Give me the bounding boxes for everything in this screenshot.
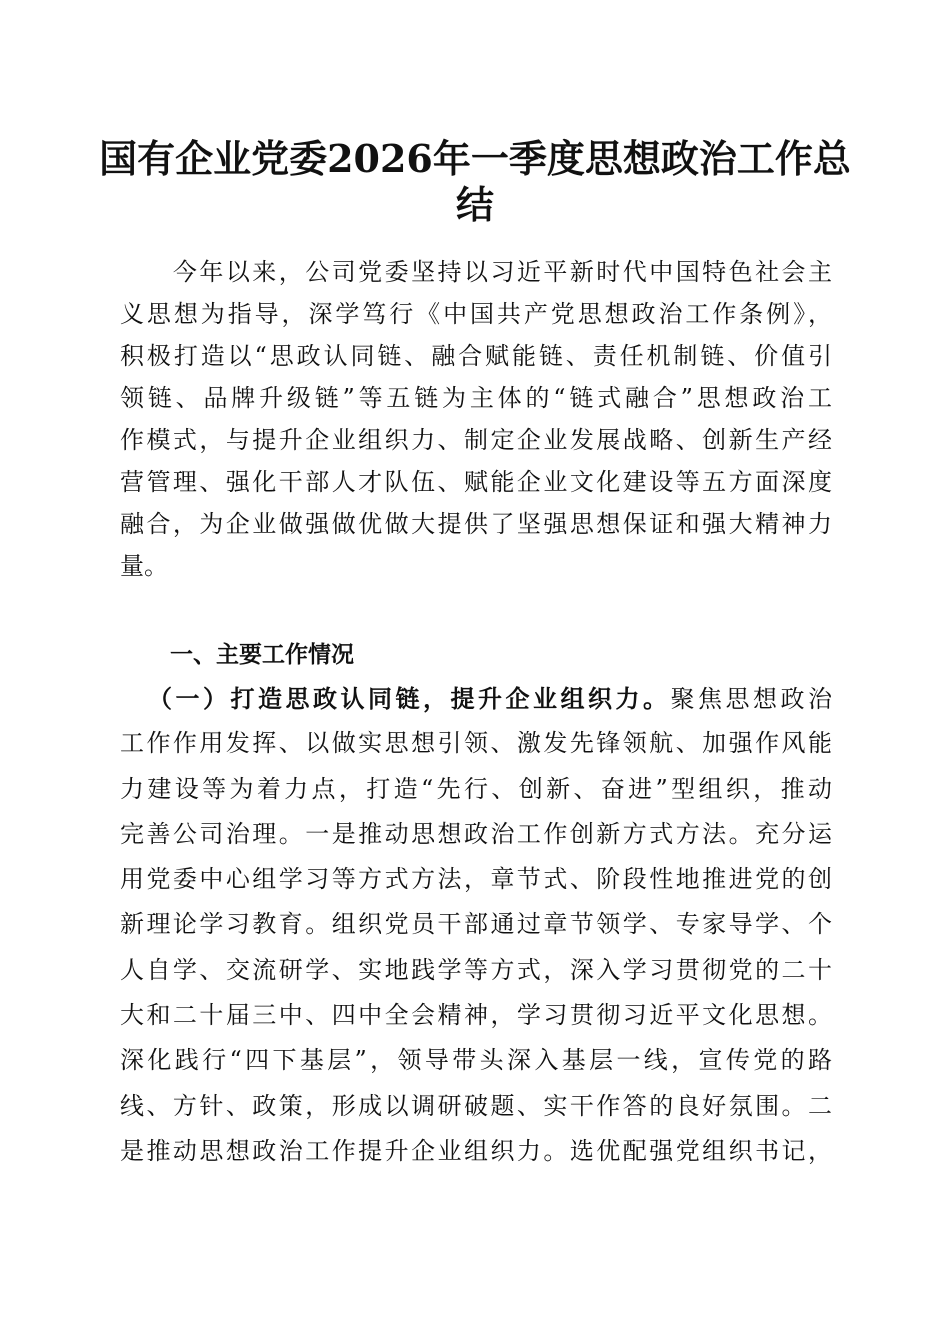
text-line	[120, 676, 832, 721]
text-line: 作模式，与提升企业组织力、制定企业发展战略、创新生产经	[120, 426, 832, 454]
text-line: 新理论学习教育。组织党员干部通过章节领学、专家导学、个	[120, 910, 832, 939]
text-line: 营管理、强化干部人才队伍、赋能企业文化建设等五方面深度	[120, 468, 832, 496]
text-line: 深化践行“四下基层”，领导带头深入基层一线，宣传党的路	[120, 1046, 832, 1075]
text-line: 线、方针、政策，形成以调研破题、实干作答的良好氛围。二	[120, 1091, 832, 1120]
text-line: 是推动思想政治工作提升企业组织力。选优配强党组织书记，	[120, 1136, 832, 1165]
text-line: 完善公司治理。一是推动思想政治工作创新方式方法。充分运	[120, 819, 832, 848]
text-line: 大和二十届三中、四中全会精神，学习贯彻习近平文化思想。	[120, 1001, 832, 1030]
text-line: 今年以来，公司党委坚持以习近平新时代中国特色社会主	[120, 258, 832, 286]
text-line: 人自学、交流研学、实地践学等方式，深入学习贯彻党的二十	[120, 955, 832, 984]
subsection-text: 聚焦思想政治	[670, 685, 832, 713]
document-title	[45, 136, 905, 228]
section-heading	[120, 634, 832, 676]
text-line: 义思想为指导，深学笃行《中国共产党思想政治工作条例》，	[120, 300, 832, 328]
text-line: 用党委中心组学习等方式方法，章节式、阶段性地推进党的创	[120, 865, 832, 894]
text-line: 积极打造以“思政认同链、融合赋能链、责任机制链、价值引	[120, 342, 832, 370]
text-line: 力建设等为着力点，打造“先行、创新、奋进”型组织，推动	[120, 774, 832, 803]
intro-paragraph	[120, 251, 832, 587]
subsection-title: （一）打造思政认同链，提升企业组织力。	[148, 684, 671, 713]
title-line: 国有企业党委2026年一季度思想政治工作总	[99, 136, 851, 181]
text-line: 领链、品牌升级链”等五链为主体的“链式融合”思想政治工	[120, 384, 832, 412]
text-line: 融合，为企业做强做优做大提供了坚强思想保证和强大精神力	[120, 510, 832, 538]
section-heading-text: 一、主要工作情况	[170, 642, 354, 668]
text-line: 量。	[120, 552, 168, 580]
title-line: 结	[455, 182, 494, 227]
text-line: 工作作用发挥、以做实思想引领、激发先锋领航、加强作风能	[120, 729, 832, 758]
subsection-paragraph	[120, 676, 832, 1174]
